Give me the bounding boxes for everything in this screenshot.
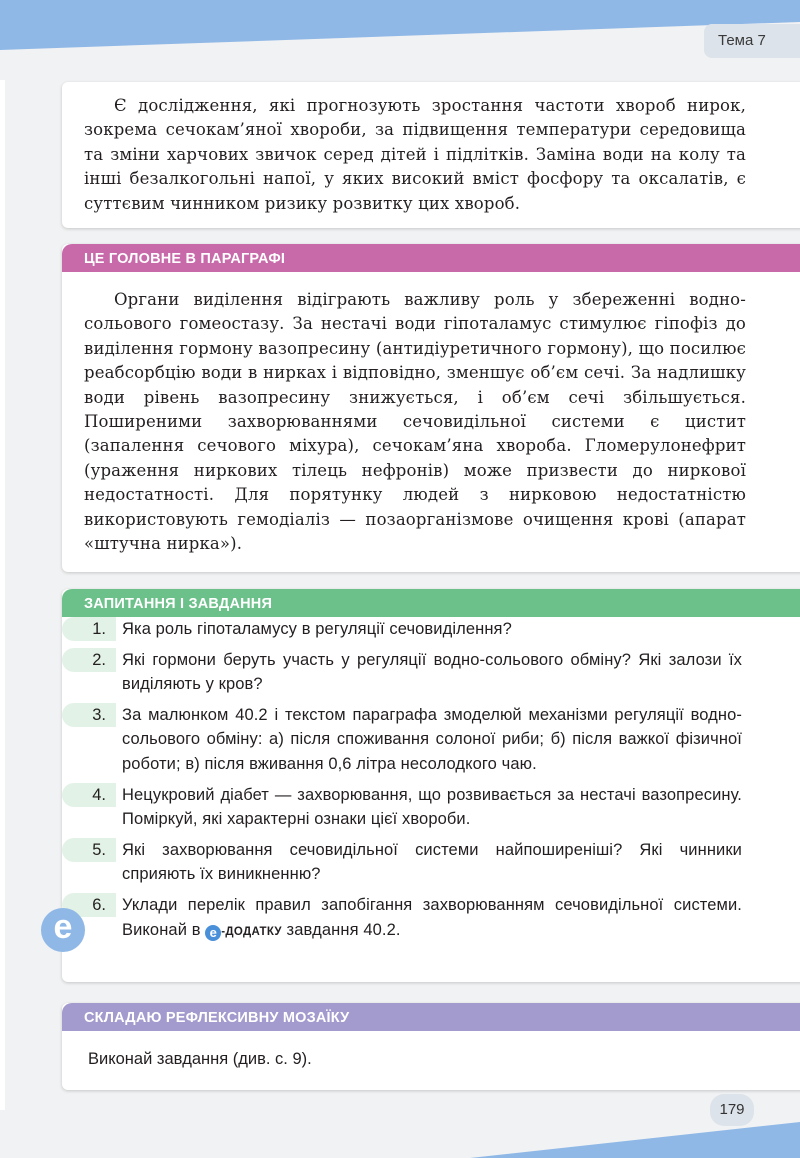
summary-title: ЦЕ ГОЛОВНЕ В ПАРАГРАФІ [84,251,286,267]
question-text: Які гормони беруть участь у регуляції водно-сольового обміну? Які залози їх виділяють у кров? [122,650,742,694]
question-text-start: Уклади перелік правил запобігання захворюванням сечовидільної системи. Виконай в [122,895,742,939]
questions-list [62,617,742,950]
questions-title: ЗАПИТАННЯ І ЗАВДАННЯ [84,596,273,612]
question-text: Яка роль гіпоталамусу в регуляції сечовиділення? [122,620,512,638]
question-text-end: завдання 40.2. [281,920,401,939]
bottom-decorative-band [0,1108,800,1158]
left-margin-strip [0,80,5,1110]
topic-label: Тема 7 [704,24,800,58]
e-resource-marker-icon[interactable] [41,908,85,952]
reflection-text: Виконай завдання (див. с. 9). [88,1050,312,1068]
summary-paragraph: Органи виділення відіграють важливу роль у збереженні водно-сольового гомеостазу. За нестачі води гіпоталамус стимулює гіпофіз до виділення гормону вазопресину (антидіуретичного гормону), що посилює реабсорбцію води в нирках і відповідно, зменшує об’єм сечі. За надлишку води рівень вазопресину знижується, і об’єм сечі збільшується. Поширеними захворюваннями сечовидільної системи є цистит (запалення сечового міхура), сечокам’яна хвороба. Гломерулонефрит (ураження ниркових тілець нефронів) може призвести до ниркової недостатності. Для порятунку людей з нирковою недостатністю використовують гемодіаліз — позаорганізмове очищення крові (апарат «штучна нирка»). [84,290,746,554]
summary-card [62,244,800,572]
question-number: 2. [62,648,116,672]
list-item [62,617,742,642]
reflection-title: СКЛАДАЮ РЕФЛЕКСИВНУ МОЗАЇКУ [84,1010,350,1026]
list-item [62,838,742,887]
page-number: 179 [710,1094,754,1126]
intro-card [62,82,800,228]
e-addon-icon[interactable]: e [205,925,221,941]
list-item [62,648,742,697]
questions-header [62,589,800,617]
addon-link[interactable]: -ДОДАТКУ [221,925,282,938]
intro-paragraph: Є дослідження, які прогнозують зростання частоти хвороб нирок, зокрема сечокам’яної хвороби, за підвищення температури середовища та зміни харчових звичок серед дітей і підлітків. Заміна води на колу та інші безалкогольні напої, у яких високий вміст фосфору та оксалатів, є суттєвим чинником ризику розвитку цих хвороб. [84,96,746,213]
question-number: 1. [62,617,116,641]
e-marker-letter: e [53,908,73,946]
question-number: 4. [62,783,116,807]
top-decorative-band [0,0,800,60]
question-text: Нецукровий діабет — захворювання, що розвивається за нестачі вазопресину. Поміркуй, які характерні ознаки цієї хвороби. [122,785,742,829]
question-text: За малюнком 40.2 і текстом параграфа змоделюй механізми регуляції водно-сольового обміну: а) після споживання солоної риби; б) після важкої фізичної роботи; в) після вживання 0,6 літра несолодкого чаю. [122,705,742,773]
list-item [62,783,742,832]
question-number: 5. [62,838,116,862]
reflection-header [62,1003,800,1031]
list-item [62,703,742,777]
question-text: Які захворювання сечовидільної системи найпоширеніші? Які чинники сприяють їх виникненню? [122,840,742,884]
list-item [62,893,742,944]
question-number: 3. [62,703,116,727]
summary-header [62,244,800,272]
question-number: 6. [62,893,116,917]
question-text [116,893,742,944]
